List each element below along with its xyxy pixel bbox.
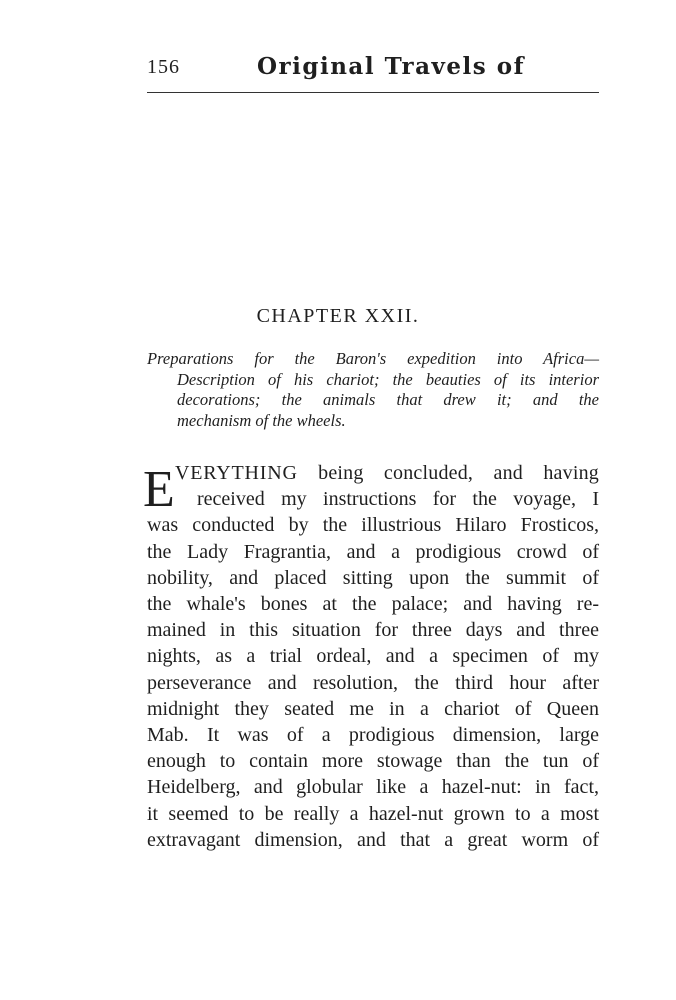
- drop-cap: E: [143, 461, 175, 518]
- body-line: the whale's bones at the palace; and having re-: [147, 593, 599, 616]
- summary-line: Description of his chariot; the beauties of its interior: [177, 369, 599, 389]
- first-word: VERYTHING: [175, 462, 298, 484]
- body-line: enough to contain more stowage than the tun of: [147, 750, 599, 773]
- body-line: nights, as a trial ordeal, and a specimen of my: [147, 645, 599, 668]
- summary-line: Preparations for the Baron's expedition into Africa—: [147, 349, 599, 368]
- body-line: Mab. It was of a prodigious dimension, large: [147, 724, 599, 747]
- body-line: received my instructions for the voyage, I: [197, 488, 599, 511]
- body-line: Heidelberg, and globular like a hazel-nut: in fact,: [147, 776, 599, 799]
- chapter-summary: [147, 349, 599, 431]
- page-number: 156: [147, 56, 180, 78]
- summary-line: decorations; the animals that drew it; and the: [177, 390, 599, 409]
- first-line-text: being concluded, and having: [297, 462, 599, 484]
- body-line: the Lady Fragrantia, and a prodigious crowd of: [147, 540, 599, 563]
- header-rule: [147, 92, 599, 93]
- body-line: it seemed to be really a hazel-nut grown to a most: [147, 802, 599, 825]
- body-line: was conducted by the illustrious Hilaro Frosticos,: [147, 514, 599, 537]
- body-text: [143, 460, 599, 853]
- summary-line: mechanism of the wheels.: [177, 410, 346, 430]
- body-line: midnight they seated me in a chariot of Queen: [147, 697, 599, 720]
- body-line: nobility, and placed sitting upon the summit of: [147, 566, 599, 589]
- first-line: [147, 460, 599, 486]
- running-head: [147, 53, 599, 96]
- running-title: Original Travels of: [257, 53, 525, 80]
- chapter-title: CHAPTER XXII.: [256, 305, 420, 327]
- body-line: mained in this situation for three days and three: [147, 619, 599, 642]
- body-line: extravagant dimension, and that a great worm of: [147, 828, 599, 851]
- body-line: perseverance and resolution, the third hour after: [147, 671, 599, 694]
